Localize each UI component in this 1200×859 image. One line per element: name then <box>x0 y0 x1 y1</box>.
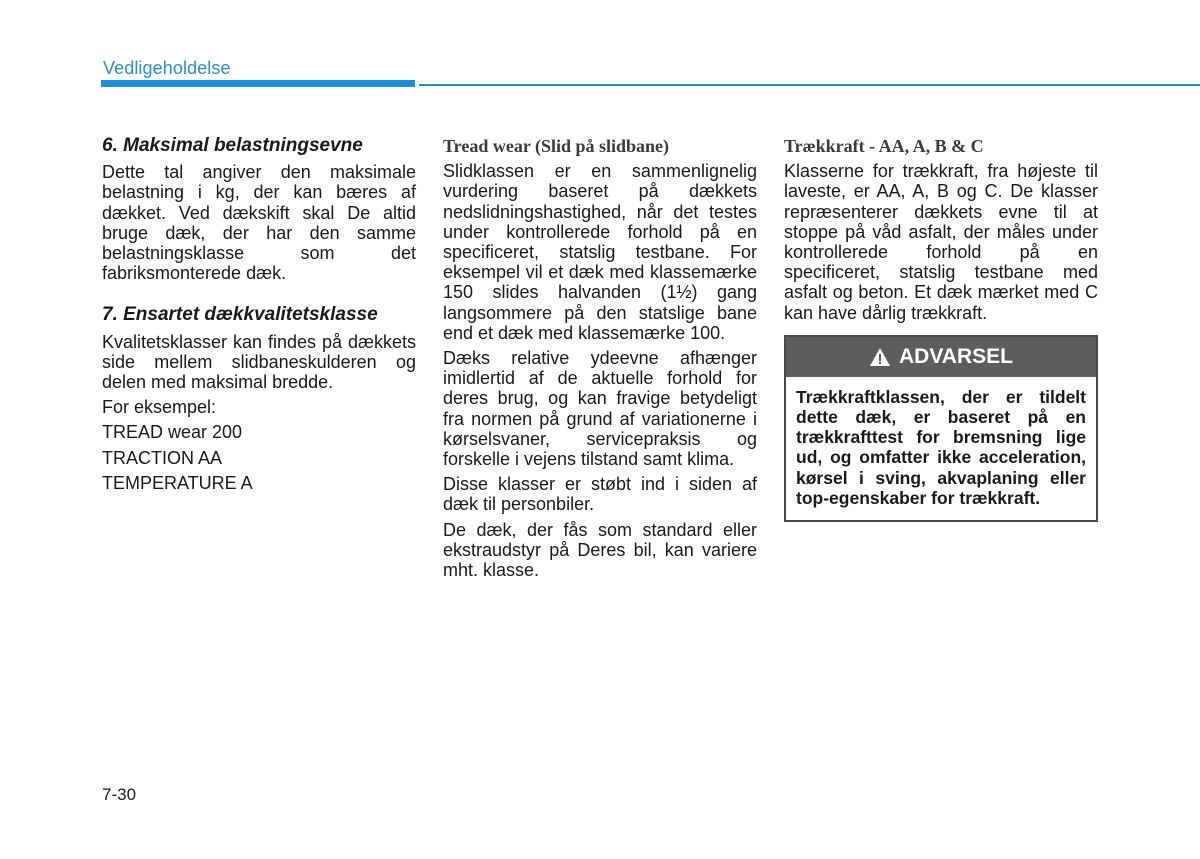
example-line: TREAD wear 200 <box>102 422 243 443</box>
column-left <box>102 136 416 498</box>
section-7-text: Kvalitetsklasser kan findes på dækkets side mellem slidbaneskulderen og delen med maksimal bredde. <box>102 331 416 393</box>
traction-heading: Trækkraft - AA, A, B & C <box>784 136 984 156</box>
section-header-title: Vedligeholdelse <box>103 58 231 78</box>
example-line: TRACTION AA <box>102 447 223 468</box>
header-divider-line <box>419 84 1200 86</box>
warning-box <box>784 335 1098 522</box>
section-7-heading: 7. Ensartet dækkvalitetsklasse <box>102 304 378 326</box>
warning-header <box>786 337 1096 377</box>
column-middle <box>443 136 757 585</box>
traction-text: Klasserne for trækkraft, fra højeste til laveste, er AA, A, B og C. De klasser repræsenterer dækkets evne til at stoppe på våd asfalt, der måles under kontrollerede forhold på en specificeret, statslig testbane med asfalt og beton. Et dæk mærket med C kan have dårlig trækkraft. <box>784 161 1098 323</box>
tread-wear-paragraph: Slidklassen er en sammenlignelig vurdering baseret på dækkets nedslidningshastighed, når det testes under kontrollerede forhold på en specificeret, statslig testbane. For eksempel vil et dæk med klassemærke 150 slides halvanden (1½) gang langsommere på den statslige bane end et dæk med klassemærke 100. <box>443 161 757 343</box>
warning-label: ADVARSEL <box>899 344 1013 368</box>
tread-wear-paragraph: De dæk, der fås som standard eller ekstraudstyr på Deres bil, kan variere mht. klasse. <box>443 519 757 581</box>
tread-wear-heading: Tread wear (Slid på slidbane) <box>443 136 670 156</box>
tread-wear-paragraph: Disse klasser er støbt ind i siden af dæk til personbiler. <box>443 474 757 515</box>
section-6-heading: 6. Maksimal belastningsevne <box>102 135 363 156</box>
warning-triangle-icon <box>869 347 891 367</box>
page-number: 7-30 <box>102 785 137 804</box>
tread-wear-paragraph: Dæks relative ydeevne afhænger imidlertid af de aktuelle forhold for deres brug, og kan fravige betydeligt fra normen på grund af variationerne i kørselsvaner, servicepraksis og forskelle i vejens tilstand samt klima. <box>443 348 757 470</box>
header-accent-bar <box>101 80 415 87</box>
warning-text: Trækkraftklassen, der er tildelt dette dæk, er baseret på en trækkrafttest for bremsning lige ud, og omfatter ikke acceleration, kørsel i sving, akvaplaning eller top-egenskaber for trækkraft. <box>796 386 1086 508</box>
column-right <box>784 136 1098 522</box>
example-line: TEMPERATURE A <box>102 472 253 493</box>
example-intro: For eksempel: <box>102 397 217 418</box>
section-6-text: Dette tal angiver den maksimale belastning i kg, der kan bæres af dækket. Ved dækskift skal De altid bruge dæk, der har den samme belastningsklasse som det fabriksmonterede dæk. <box>102 162 416 284</box>
